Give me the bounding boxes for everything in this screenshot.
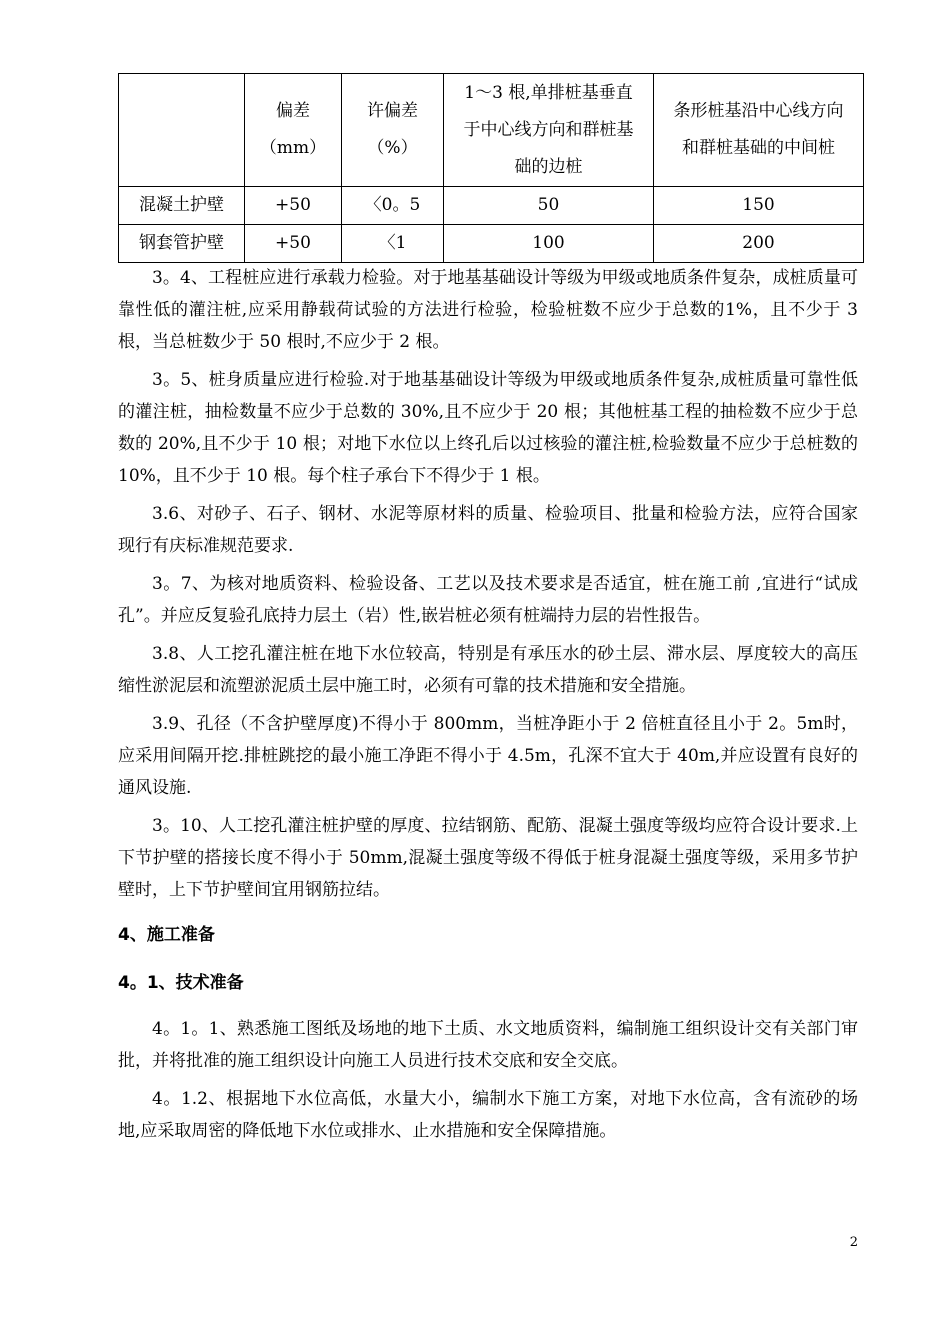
header-cell-allowed-deviation: 许偏差 （%）	[342, 74, 444, 187]
table-cell: 钢套管护壁	[119, 225, 245, 263]
table-header-row	[119, 74, 864, 187]
deviation-table	[118, 73, 864, 263]
body-text	[118, 262, 858, 1153]
table-cell: 〈0。5	[342, 187, 444, 225]
table-row	[119, 225, 864, 263]
paragraph-3-9: 3.9、孔径（不含护壁厚度)不得小于 800mm，当桩净距小于 2 倍桩直径且小于 2。5m时，应采用间隔开挖.排桩跳挖的最小施工净距不得小于 4.5m，孔深不宜大于 40m,并应设置有良好的通风设施.	[118, 714, 858, 798]
header-cell-empty	[119, 74, 245, 187]
header-cell-middle-piles: 条形桩基沿中心线方向 和群桩基础的中间桩	[654, 74, 864, 187]
table-cell: 200	[654, 225, 864, 263]
paragraph-3-7: 3。7、为核对地质资料、检验设备、工艺以及技术要求是否适宜，桩在施工前 ,宜进行“试成孔”。并应反复验孔底持力层土（岩）性,嵌岩桩必须有桩端持力层的岩性报告。	[118, 574, 858, 626]
table-row	[119, 187, 864, 225]
paragraph-3-6: 3.6、对砂子、石子、钢材、水泥等原材料的质量、检验项目、批量和检验方法，应符合国家现行有庆标准规范要求.	[118, 504, 858, 556]
paragraph-4-1-2: 4。1.2、根据地下水位高低，水量大小，编制水下施工方案，对地下水位高，含有流砂的场地,应采取周密的降低地下水位或排水、止水措施和安全保障措施。	[118, 1089, 858, 1141]
table-cell: +50	[245, 187, 342, 225]
header-cell-deviation-mm: 偏差 （mm）	[245, 74, 342, 187]
table-cell: 50	[444, 187, 654, 225]
table-cell: 150	[654, 187, 864, 225]
table-cell: +50	[245, 225, 342, 263]
paragraph-3-5: 3。5、桩身质量应进行检验.对于地基基础设计等级为甲级或地质条件复杂,成桩质量可靠性低的灌注桩，抽检数量不应少于总数的 30%,且不应少于 20 根；其他桩基工程的抽检数不应少于总数的 20%,且不少于 10 根；对地下水位以上终孔后以过核验的灌注桩,检验数量不应少于总桩数的 10%，且不少于 10 根。每个柱子承台下不得少于 1 根。	[118, 370, 858, 486]
table-cell: 〈1	[342, 225, 444, 263]
subsection-heading: 4。1、技术准备	[118, 973, 244, 993]
header-cell-edge-piles: 1～3 根,单排桩基垂直 于中心线方向和群桩基 础的边桩	[444, 74, 654, 187]
page-number: 2	[849, 1235, 858, 1250]
paragraph-3-4: 3。4、工程桩应进行承载力检验。对于地基基础设计等级为甲级或地质条件复杂，成桩质量可靠性低的灌注桩,应采用静载荷试验的方法进行检验，检验桩数不应少于总数的1%，且不少于 3 根，当总桩数少于 50 根时,不应少于 2 根。	[118, 268, 858, 352]
paragraph-3-8: 3.8、人工挖孔灌注桩在地下水位较高，特别是有承压水的砂土层、滞水层、厚度较大的高压缩性淤泥层和流塑淤泥质土层中施工时，必须有可靠的技术措施和安全措施。	[118, 644, 858, 696]
paragraph-3-10: 3。10、人工挖孔灌注桩护壁的厚度、拉结钢筋、配筋、混凝土强度等级均应符合设计要求.上下节护壁的搭接长度不得小于 50mm,混凝土强度等级不得低于桩身混凝土强度等级，采用多节护壁时，上下节护壁间宜用钢筋拉结。	[118, 816, 858, 900]
table-cell: 100	[444, 225, 654, 263]
table-cell: 混凝土护壁	[119, 187, 245, 225]
paragraph-4-1-1: 4。1。1、熟悉施工图纸及场地的地下土质、水文地质资料，编制施工组织设计交有关部门审批，并将批准的施工组织设计向施工人员进行技术交底和安全交底。	[118, 1019, 858, 1071]
section-heading: 4、施工准备	[118, 925, 215, 945]
